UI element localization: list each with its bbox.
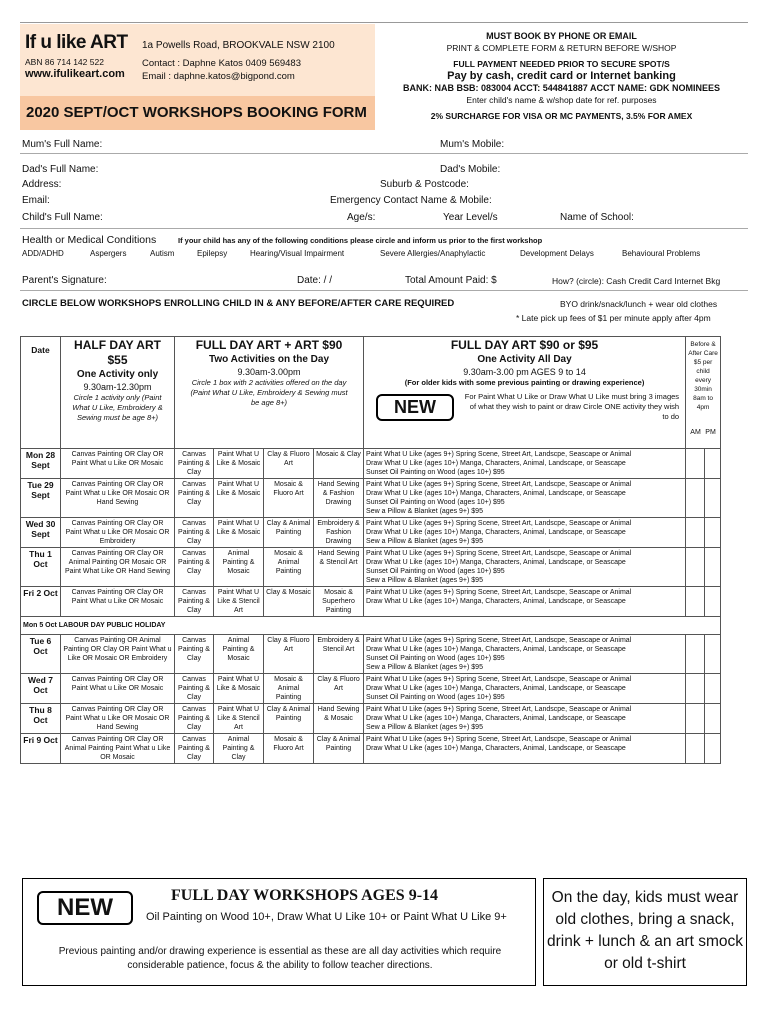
full-day-option[interactable]: Clay & Fluoro Art — [264, 635, 314, 674]
late-fee-note: * Late pick up fees of $1 per minute apply after 4pm — [516, 313, 711, 323]
one-activity-option[interactable]: Draw What U Like (ages 10+) Manga, Characters, Animal, Landscape, or Seascape — [366, 490, 626, 497]
one-activity-option[interactable]: Draw What U Like (ages 10+) Manga, Characters, Animal, Landscape, or Seascape — [366, 646, 626, 653]
half-day-cell[interactable]: Canvas Painting OR Clay OR Animal Painting OR Mosaic OR Paint What Like OR Hand Sewing — [61, 548, 175, 587]
footer-subtitle: Oil Painting on Wood 10+, Draw What U Like 10+ or Paint What U Like 9+ — [146, 911, 507, 923]
one-activity-option[interactable]: Paint What U Like (ages 9+) Spring Scene, Street Art, Landscpe, Seascape or Animal — [366, 550, 632, 557]
top-rule — [20, 22, 748, 23]
age-field[interactable]: Age/s: — [347, 212, 376, 223]
full-day-title: FULL DAY ART + ART $90 — [195, 338, 343, 352]
day-cell: Fri 9 Oct — [21, 734, 61, 764]
table-header — [21, 337, 721, 449]
full-day-option[interactable]: Clay & Mosaic — [264, 587, 314, 617]
health-note: If your child has any of the following conditions please circle and inform us prior to the first workshop — [178, 236, 543, 245]
health-label: Health or Medical Conditions — [22, 234, 157, 246]
dad-mobile-field[interactable]: Dad's Mobile: — [440, 164, 501, 175]
day-cell: Tue 6 Oct — [21, 635, 61, 674]
condition-option[interactable]: Aspergers — [90, 249, 127, 258]
condition-option[interactable]: Epilepsy — [197, 249, 228, 258]
one-activity-option[interactable]: Draw What U Like (ages 10+) Manga, Characters, Animal, Landscape, or Seascape — [366, 685, 626, 692]
one-activity-option[interactable]: Sunset Oil Painting on Wood (ages 10+) $95 — [366, 694, 505, 701]
full-day-option[interactable]: Mosaic & Fluoro Art — [264, 479, 314, 518]
one-activity-option[interactable]: Sew a Pillow & Blanket (ages 9+) $95 — [366, 577, 483, 584]
one-activity-sub: One Activity All Day — [477, 354, 572, 365]
full-day-option[interactable]: Embroidery & Stencil Art — [314, 635, 364, 674]
half-day-note: Circle 1 activity only (Paint What U Like, Embroidery & Sewing must be age 8+) — [72, 393, 163, 422]
school-field[interactable]: Name of School: — [560, 212, 634, 223]
table-row — [21, 479, 721, 518]
new-badge: NEW — [376, 394, 454, 421]
care-text: Before & After Care $5 per child every 30min 8am to 4pm — [688, 341, 718, 411]
divider — [20, 290, 748, 291]
half-day-time: 9.30am-12.30pm — [83, 382, 152, 392]
care-am-cell[interactable] — [686, 548, 705, 587]
signature-field[interactable]: Parent's Signature: — [22, 275, 107, 286]
full-day-option[interactable]: Paint What U Like & Stencil Art — [214, 704, 264, 734]
full-day-option[interactable]: Canvas Painting & Clay — [175, 734, 214, 764]
new-badge: NEW — [37, 891, 133, 925]
header-left — [20, 24, 375, 130]
care-am-cell[interactable] — [686, 704, 705, 734]
full-day-option[interactable]: Mosaic & Fluoro Art — [264, 734, 314, 764]
full-day-option[interactable]: Canvas Painting & Clay — [175, 704, 214, 734]
care-am-cell[interactable] — [686, 518, 705, 548]
table-row — [21, 587, 721, 617]
full-day-option[interactable]: Clay & Fluoro Art — [264, 449, 314, 479]
footer-info-box — [22, 878, 536, 986]
year-level-field[interactable]: Year Level/s — [443, 212, 498, 223]
circle-instructions: CIRCLE BELOW WORKSHOPS ENROLLING CHILD IN & ANY BEFORE/AFTER CARE REQUIRED — [22, 298, 455, 309]
table-row — [21, 518, 721, 548]
website-link[interactable]: www.ifulikeart.com — [25, 68, 125, 80]
one-activity-option[interactable]: Paint What U Like (ages 9+) Spring Scene, Street Art, Landscpe, Seascape or Animal — [366, 637, 632, 644]
condition-option[interactable]: Development Delays — [520, 249, 594, 258]
half-day-cell[interactable]: Canvas Painting OR Animal Painting OR Clay OR Paint What u Like OR Mosaic OR Embroidery — [61, 635, 175, 674]
kids-reminder-box: On the day, kids must wear old clothes, bring a snack, drink + lunch & an art smock or old t-shirt — [543, 878, 747, 986]
one-activity-option[interactable]: Draw What U Like (ages 10+) Manga, Characters, Animal, Landscape, or Seascape — [366, 460, 626, 467]
full-day-note: Circle 1 box with 2 activities offered on the day (Paint What U Like, Embroidery & Sewing must be age 8+) — [190, 378, 348, 407]
care-pm-cell[interactable] — [705, 704, 721, 734]
full-day-option[interactable]: Paint What U Like & Mosaic — [214, 674, 264, 704]
care-pm-cell[interactable] — [705, 548, 721, 587]
full-day-option[interactable]: Animal Painting & Mosaic — [214, 548, 264, 587]
booking-rule: FULL PAYMENT NEEDED PRIOR TO SECURE SPOT/S — [453, 59, 670, 69]
one-activity-option[interactable]: Sunset Oil Painting on Wood (ages 10+) $95 — [366, 568, 505, 575]
half-day-header — [61, 337, 175, 449]
care-pm-cell[interactable] — [705, 674, 721, 704]
care-pm-cell[interactable] — [705, 734, 721, 764]
table-row — [21, 548, 721, 587]
contact-line: Contact : Daphne Katos 0409 569483 — [142, 58, 301, 69]
care-pm-cell[interactable] — [705, 635, 721, 674]
care-am-cell[interactable] — [686, 674, 705, 704]
header-right — [375, 24, 748, 130]
one-activity-option[interactable]: Draw What U Like (ages 10+) Manga, Characters, Animal, Landscape, or Seascape — [366, 598, 626, 605]
full-day-option[interactable]: Canvas Painting & Clay — [175, 548, 214, 587]
business-address: 1a Powells Road, BROOKVALE NSW 2100 — [142, 40, 335, 51]
one-activity-option[interactable]: Paint What U Like (ages 9+) Spring Scene, Street Art, Landscpe, Seascape or Animal — [366, 589, 632, 596]
full-day-option[interactable]: Mosaic & Clay — [314, 449, 364, 479]
booking-rule: PRINT & COMPLETE FORM & RETURN BEFORE W/SHOP — [446, 43, 677, 53]
half-day-cell[interactable]: Canvas Painting OR Clay OR Animal Painting Paint What u Like OR Mosaic — [61, 734, 175, 764]
new-note: For Paint What U Like or Draw What U Like must bring 3 images of what they wish to paint or draw Circle ONE activity they wish to do — [464, 392, 680, 421]
email-field[interactable]: Email: — [22, 195, 50, 206]
one-activity-cell — [364, 518, 686, 548]
one-activity-cell — [364, 548, 686, 587]
booking-rule: Pay by cash, credit card or Internet banking — [447, 70, 676, 82]
full-day-option[interactable]: Canvas Painting & Clay — [175, 449, 214, 479]
half-day-cell[interactable]: Canvas Painting OR Clay OR Paint What u Like OR Mosaic OR Hand Sewing — [61, 479, 175, 518]
full-day-option[interactable]: Canvas Painting & Clay — [175, 674, 214, 704]
condition-option[interactable]: Autism — [150, 249, 175, 258]
footer-note: Previous painting and/or drawing experience is essential as these are all day activities which require considerable patience, focus & the ability to follow teacher directions. — [58, 946, 502, 971]
half-day-cell[interactable]: Canvas Painting OR Clay OR Paint What u Like OR Mosaic — [61, 587, 175, 617]
table-row — [21, 674, 721, 704]
one-activity-header — [364, 337, 686, 449]
condition-option[interactable]: Hearing/Visual Impairment — [250, 249, 345, 258]
brand-logo: If u like ART — [25, 32, 128, 53]
full-day-option[interactable]: Hand Sewing & Stencil Art — [314, 548, 364, 587]
full-day-option[interactable]: Mosaic & Animal Painting — [264, 674, 314, 704]
booking-rule: MUST BOOK BY PHONE OR EMAIL — [486, 31, 637, 41]
one-activity-cell — [364, 587, 686, 617]
one-activity-option[interactable]: Sew a Pillow & Blanket (ages 9+) $95 — [366, 664, 483, 671]
footer-title: FULL DAY WORKSHOPS AGES 9-14 — [171, 887, 439, 904]
full-day-option[interactable]: Clay & Animal Painting — [264, 518, 314, 548]
divider — [20, 153, 748, 154]
byo-note: BYO drink/snack/lunch + wear old clothes — [560, 299, 718, 309]
one-activity-option[interactable]: Draw What U Like (ages 10+) Manga, Characters, Animal, Landscape, or Seascape — [366, 529, 626, 536]
full-day-option[interactable]: Canvas Painting & Clay — [175, 518, 214, 548]
full-day-option[interactable]: Animal Painting & Clay — [214, 734, 264, 764]
care-pm-cell[interactable] — [705, 479, 721, 518]
one-activity-time: 9.30am-3.00 pm AGES 9 to 14 — [463, 367, 586, 377]
full-day-option[interactable]: Canvas Painting & Clay — [175, 635, 214, 674]
holiday-row — [21, 617, 721, 635]
surcharge-note: 2% SURCHARGE FOR VISA OR MC PAYMENTS, 3.5% FOR AMEX — [430, 111, 693, 121]
address-field[interactable]: Address: — [22, 179, 62, 190]
one-activity-cell — [364, 635, 686, 674]
full-day-option[interactable]: Paint What U Like & Mosaic — [214, 449, 264, 479]
am-label: AM — [690, 429, 701, 436]
one-activity-option[interactable]: Sunset Oil Painting on Wood (ages 10+) $95 — [366, 499, 505, 506]
one-activity-note: (For older kids with some previous painting or drawing experience) — [404, 378, 645, 387]
payment-method[interactable]: How? (circle): Cash Credit Card Internet Bkg — [552, 276, 721, 286]
one-activity-option[interactable]: Sew a Pillow & Blanket (ages 9+) $95 — [366, 538, 483, 545]
full-day-option[interactable]: Embroidery & Fashion Drawing — [314, 518, 364, 548]
care-pm-cell[interactable] — [705, 518, 721, 548]
one-activity-option[interactable]: Draw What U Like (ages 10+) Manga, Characters, Animal, Landscape, or Seascape — [366, 745, 626, 752]
condition-option[interactable]: Severe Allergies/Anaphylactic — [380, 249, 486, 258]
one-activity-option[interactable]: Sew a Pillow & Blanket (ages 9+) $95 — [366, 508, 483, 515]
one-activity-option[interactable]: Sew a Pillow & Blanket (ages 9+) $95 — [366, 724, 483, 731]
mum-mobile-field[interactable]: Mum's Mobile: — [440, 139, 505, 150]
one-activity-option[interactable]: Draw What U Like (ages 10+) Manga, Characters, Animal, Landscape, or Seascape — [366, 715, 626, 722]
one-activity-option[interactable]: Paint What U Like (ages 9+) Spring Scene, Street Art, Landscpe, Seascape or Animal — [366, 736, 632, 743]
bank-details: BANK: NAB BSB: 083004 ACCT: 544841887 ACCT NAME: GDK NOMINEES — [403, 83, 720, 93]
full-day-option[interactable]: Paint What U Like & Stencil Art — [214, 587, 264, 617]
one-activity-option[interactable]: Sunset Oil Painting on Wood (ages 10+) $95 — [366, 469, 505, 476]
one-activity-option[interactable]: Paint What U Like (ages 9+) Spring Scene, Street Art, Landscpe, Seascape or Animal — [366, 520, 632, 527]
care-pm-cell[interactable] — [705, 449, 721, 479]
one-activity-option[interactable]: Paint What U Like (ages 9+) Spring Scene, Street Art, Landscpe, Seascape or Animal — [366, 676, 632, 683]
full-day-option[interactable]: Mosaic & Animal Painting — [264, 548, 314, 587]
care-am-cell[interactable] — [686, 587, 705, 617]
care-am-cell[interactable] — [686, 734, 705, 764]
schedule-table — [20, 336, 721, 764]
date-header: Date — [21, 337, 61, 449]
half-day-cell[interactable]: Canvas Painting OR Clay OR Paint What u Like OR Mosaic — [61, 674, 175, 704]
one-activity-option[interactable]: Draw What U Like (ages 10+) Manga, Characters, Animal, Landscape, or Seascape — [366, 559, 626, 566]
full-day-option[interactable]: Hand Sewing & Mosaic — [314, 704, 364, 734]
full-day-option[interactable]: Paint What U Like & Mosaic — [214, 518, 264, 548]
holiday-label: Mon 5 Oct LABOUR DAY PUBLIC HOLIDAY — [21, 617, 721, 635]
contact-block — [142, 57, 301, 83]
full-day-option[interactable]: Canvas Painting & Clay — [175, 587, 214, 617]
one-activity-cell — [364, 734, 686, 764]
half-day-title: HALF DAY ART $55 — [74, 338, 161, 367]
day-cell: Fri 2 Oct — [21, 587, 61, 617]
full-day-sub: Two Activities on the Day — [209, 354, 330, 365]
condition-option[interactable]: ADD/ADHD — [22, 249, 64, 258]
day-cell: Tue 29 Sept — [21, 479, 61, 518]
care-pm-cell[interactable] — [705, 587, 721, 617]
child-name-field[interactable]: Child's Full Name: — [22, 212, 103, 223]
full-day-option[interactable]: Clay & Animal Painting — [314, 734, 364, 764]
care-header — [686, 337, 721, 449]
one-activity-option[interactable]: Paint What U Like (ages 9+) Spring Scene, Street Art, Landscpe, Seascape or Animal — [366, 481, 632, 488]
table-row — [21, 449, 721, 479]
table-row — [21, 704, 721, 734]
booking-rule: Enter child's name & w/shop date for ref. purposes — [466, 95, 657, 105]
email-line[interactable]: Email : daphne.katos@bigpond.com — [142, 71, 295, 82]
full-day-option[interactable]: Canvas Painting & Clay — [175, 479, 214, 518]
date-field[interactable]: Date: / / — [297, 275, 333, 286]
full-day-option[interactable]: Clay & Animal Painting — [264, 704, 314, 734]
full-day-option[interactable]: Mosaic & Superhero Painting — [314, 587, 364, 617]
full-day-option[interactable]: Animal Painting & Mosaic — [214, 635, 264, 674]
day-cell: Wed 7 Oct — [21, 674, 61, 704]
day-cell: Thu 8 Oct — [21, 704, 61, 734]
full-day-header — [175, 337, 364, 449]
care-am-cell[interactable] — [686, 479, 705, 518]
day-cell: Thu 1 Oct — [21, 548, 61, 587]
total-paid-field[interactable]: Total Amount Paid: $ — [405, 275, 497, 286]
full-day-option[interactable]: Hand Sewing & Fashion Drawing — [314, 479, 364, 518]
suburb-field[interactable]: Suburb & Postcode: — [380, 179, 469, 190]
one-activity-option[interactable]: Sunset Oil Painting on Wood (ages 10+) $95 — [366, 655, 505, 662]
care-am-cell[interactable] — [686, 449, 705, 479]
one-activity-option[interactable]: Paint What U Like (ages 9+) Spring Scene, Street Art, Landscpe, Seascape or Animal — [366, 706, 632, 713]
half-day-cell[interactable]: Canvas Painting OR Clay OR Paint What u Like OR Mosaic — [61, 449, 175, 479]
day-cell: Wed 30 Sept — [21, 518, 61, 548]
one-activity-cell — [364, 674, 686, 704]
one-activity-option[interactable]: Paint What U Like (ages 9+) Spring Scene, Street Art, Landscpe, Seascape or Animal — [366, 451, 632, 458]
half-day-cell[interactable]: Canvas Painting OR Clay OR Paint What u Like OR Mosaic OR Hand Sewing — [61, 704, 175, 734]
pm-label: PM — [705, 429, 716, 436]
condition-option[interactable]: Behavioural Problems — [622, 249, 701, 258]
half-day-cell[interactable]: Canvas Painting OR Clay OR Paint What u Like OR Mosaic OR Embroidery — [61, 518, 175, 548]
one-activity-cell — [364, 479, 686, 518]
abn: ABN 86 714 142 522 — [25, 57, 104, 67]
half-day-sub: One Activity only — [76, 369, 159, 380]
emergency-field[interactable]: Emergency Contact Name & Mobile: — [330, 195, 492, 206]
full-day-time: 9.30am-3.00pm — [237, 367, 301, 377]
one-activity-cell — [364, 449, 686, 479]
full-day-option[interactable]: Clay & Fluoro Art — [314, 674, 364, 704]
full-day-option[interactable]: Paint What U Like & Mosaic — [214, 479, 264, 518]
table-row — [21, 635, 721, 674]
dad-name-field[interactable]: Dad's Full Name: — [22, 164, 99, 175]
one-activity-cell — [364, 704, 686, 734]
care-am-cell[interactable] — [686, 635, 705, 674]
divider — [20, 228, 748, 229]
table-row — [21, 734, 721, 764]
form-title: 2020 SEPT/OCT WORKSHOPS BOOKING FORM — [20, 96, 375, 130]
mum-name-field[interactable]: Mum's Full Name: — [22, 139, 103, 150]
one-activity-title: FULL DAY ART $90 or $95 — [450, 338, 599, 352]
day-cell: Mon 28 Sept — [21, 449, 61, 479]
